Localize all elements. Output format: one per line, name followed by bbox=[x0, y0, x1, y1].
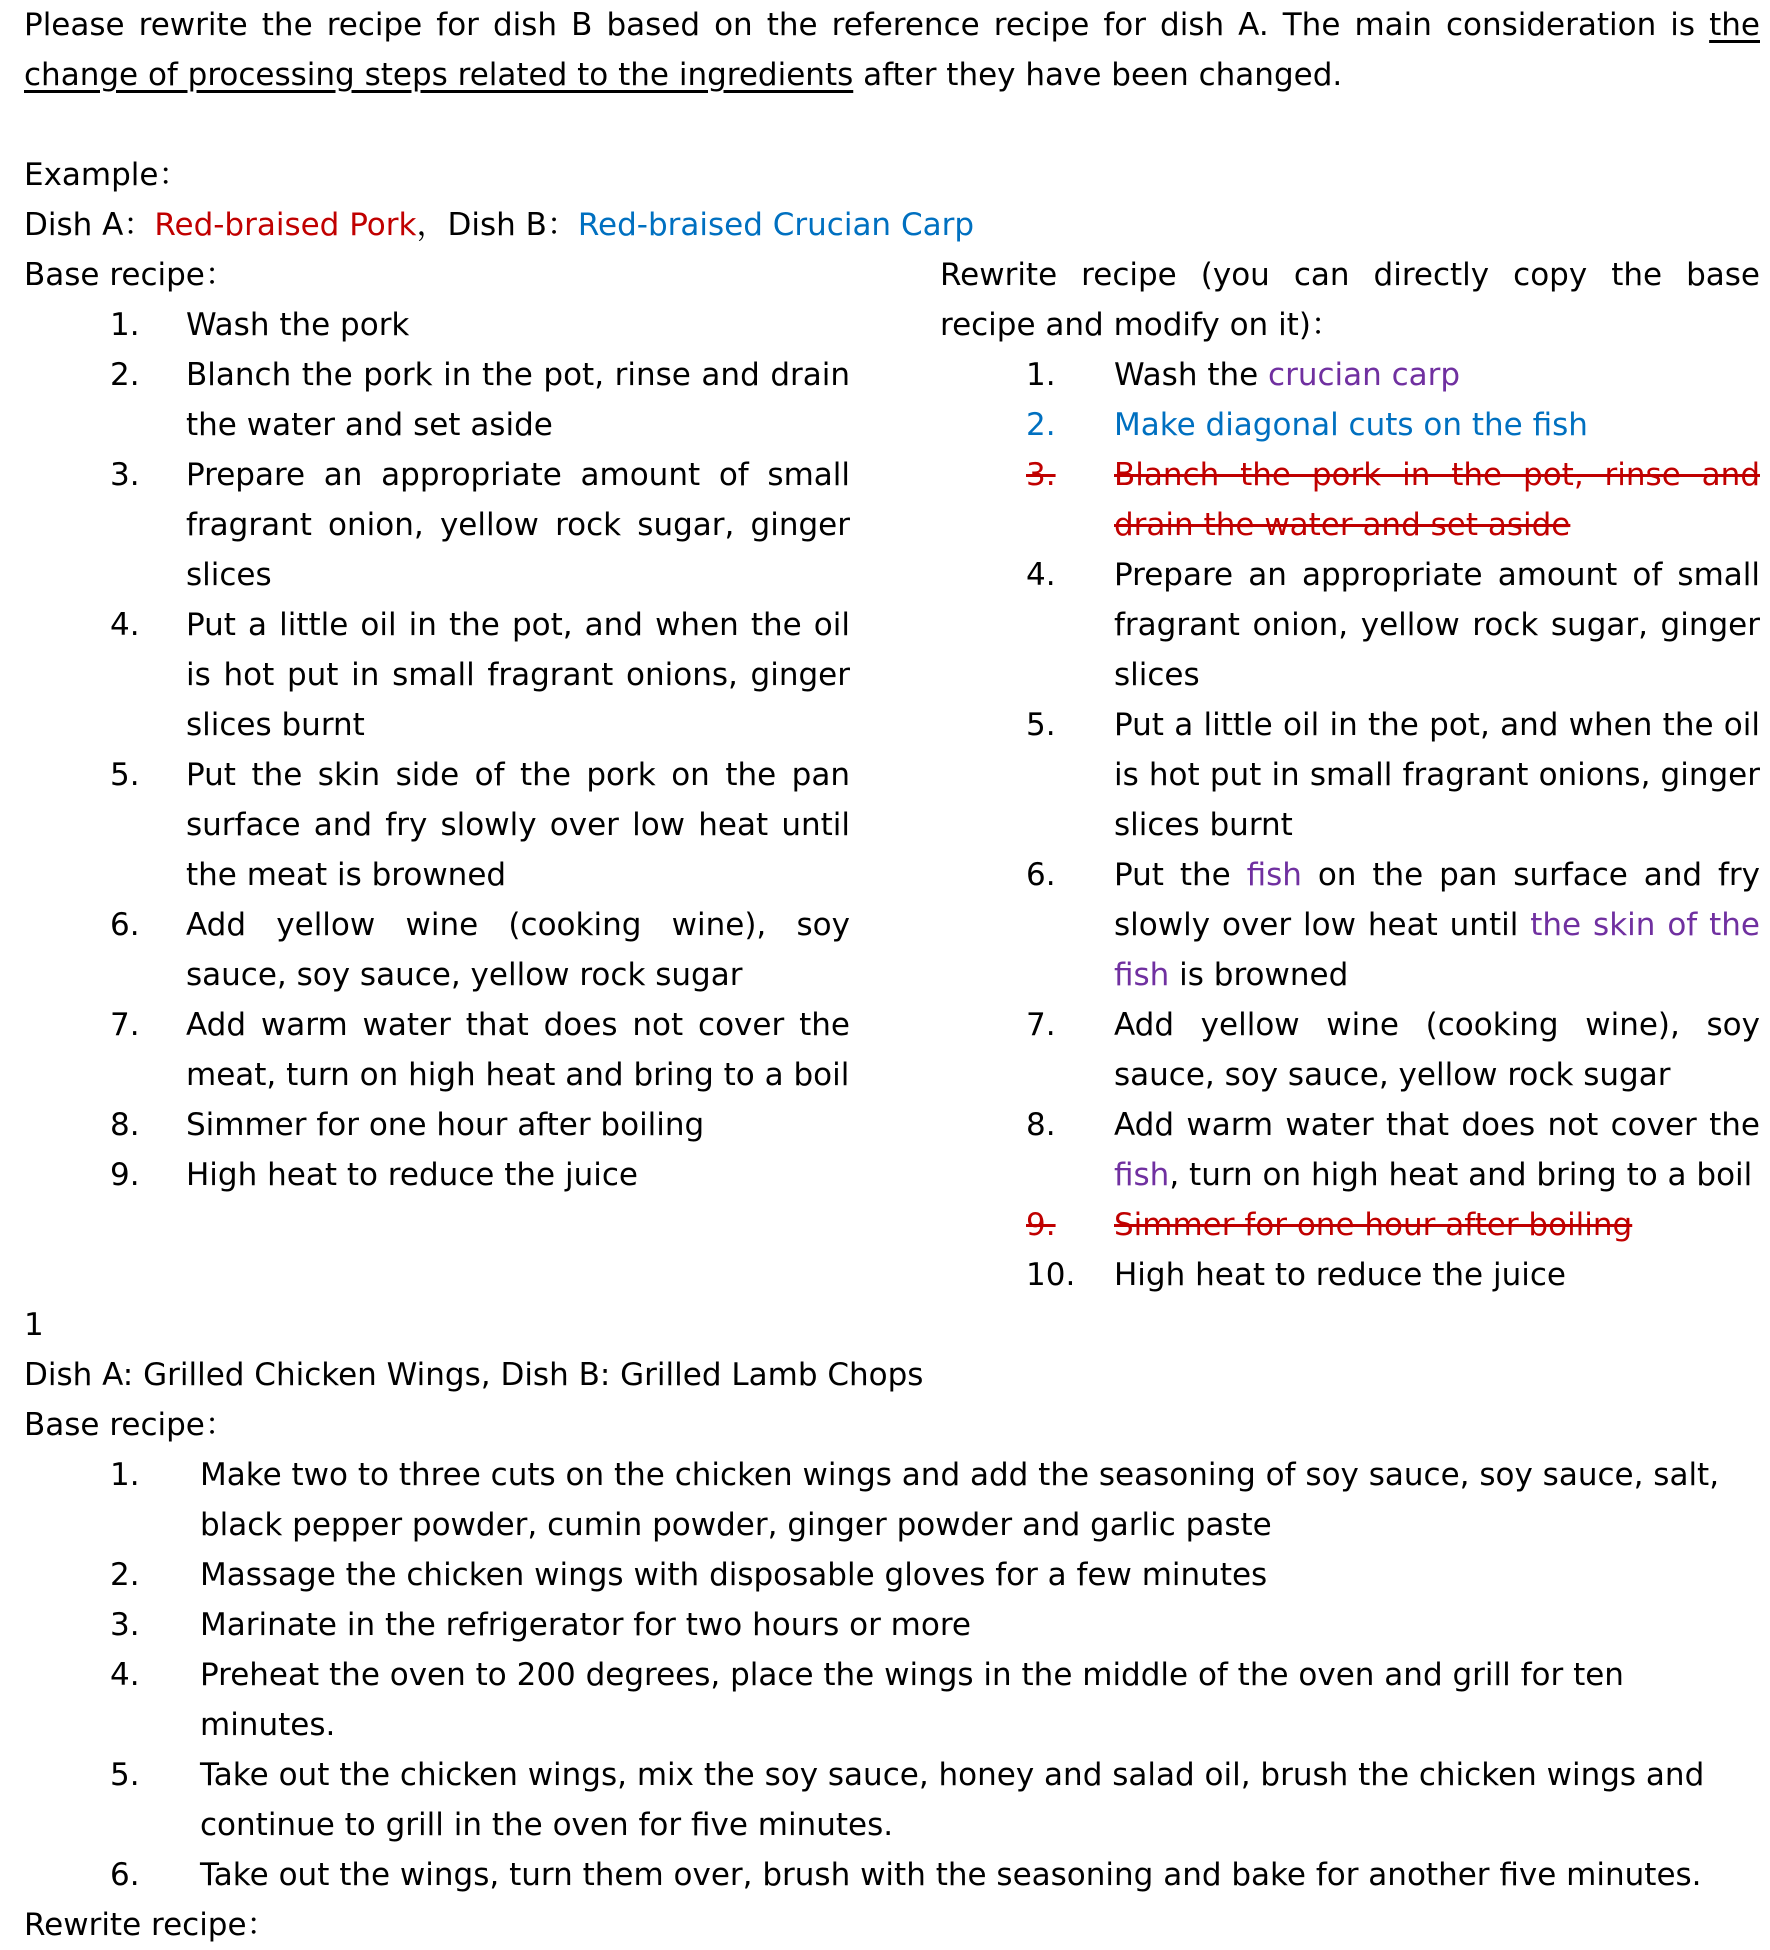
list-item: 3. Prepare an appropriate amount of small fragrant onion, yellow rock sugar, ginger slices bbox=[110, 457, 850, 593]
rewrite-recipe-label: Rewrite recipe (you can directly copy the base recipe and modify on it)： bbox=[940, 257, 1760, 343]
example-columns bbox=[24, 250, 1760, 1300]
list-item: 1. Wash the crucian carp bbox=[1026, 357, 1461, 393]
example-label: Example： bbox=[24, 157, 190, 193]
changed-ingredient: the skin of the fish bbox=[1114, 907, 1760, 993]
list-item: 7. Add yellow wine (cooking wine), soy sauce, soy sauce, yellow rock sugar bbox=[1026, 1007, 1760, 1093]
list-item: 1. Make two to three cuts on the chicken wings and add the seasoning of soy sauce, soy sauce, salt, black pepper powder, cumin powder, ginger powder and garlic paste bbox=[110, 1457, 1720, 1543]
rewrite-recipe-steps bbox=[940, 350, 1760, 1300]
deleted-step-number: 3. bbox=[1026, 457, 1056, 493]
list-item: 8. Simmer for one hour after boiling bbox=[110, 1107, 705, 1143]
underlined-key-phrase: the change of processing steps related to the ingredients bbox=[24, 7, 1760, 93]
list-item: 10. High heat to reduce the juice bbox=[1026, 1257, 1566, 1293]
task-rewrite-recipe-label: Rewrite recipe： bbox=[24, 1907, 278, 1943]
list-item: 5. Put the skin side of the pork on the pan surface and fry slowly over low heat until the meat is browned bbox=[110, 757, 850, 893]
deleted-step-number: 9. bbox=[1026, 1207, 1056, 1243]
list-item: 2. Make diagonal cuts on the fish bbox=[940, 400, 1760, 450]
dish-a-name: Red-braised Pork bbox=[154, 207, 417, 243]
list-item: 8. Add warm water that does not cover the fish, turn on high heat and bring to a boil bbox=[1026, 1107, 1760, 1193]
list-item bbox=[940, 1200, 1760, 1250]
list-item: 9. High heat to reduce the juice bbox=[110, 1157, 638, 1193]
list-item: 6. Add yellow wine (cooking wine), soy sauce, soy sauce, yellow rock sugar bbox=[110, 907, 850, 993]
list-item: 4. Preheat the oven to 200 degrees, place the wings in the middle of the oven and grill for ten minutes. bbox=[110, 1657, 1624, 1743]
changed-ingredient: crucian carp bbox=[1268, 357, 1461, 393]
deleted-step: Simmer for one hour after boiling bbox=[1114, 1207, 1633, 1243]
list-item: 6. Take out the wings, turn them over, brush with the seasoning and bake for another five minutes. bbox=[110, 1857, 1702, 1893]
list-item bbox=[940, 450, 1760, 550]
list-item: 1. Wash the pork bbox=[110, 307, 410, 343]
task-dishes: Dish A: Grilled Chicken Wings, Dish B: Grilled Lamb Chops bbox=[24, 1357, 924, 1393]
task-number: 1 bbox=[24, 1307, 44, 1343]
base-recipe-label: Base recipe： bbox=[24, 257, 236, 293]
changed-ingredient: fish bbox=[1246, 857, 1302, 893]
example-dishes: Dish A：Red-braised Pork，Dish B：Red-braised Crucian Carp bbox=[24, 207, 975, 243]
list-item: 5. Put a little oil in the pot, and when the oil is hot put in small fragrant onions, ginger slices burnt bbox=[1026, 707, 1760, 843]
added-step: Make diagonal cuts on the fish bbox=[1114, 407, 1588, 443]
list-item: 2. Massage the chicken wings with disposable gloves for a few minutes bbox=[110, 1557, 1268, 1593]
list-item: 4. Prepare an appropriate amount of small fragrant onion, yellow rock sugar, ginger slices bbox=[1026, 557, 1760, 693]
base-recipe-steps bbox=[24, 300, 850, 1200]
list-item: 5. Take out the chicken wings, mix the soy sauce, honey and salad oil, brush the chicken wings and continue to grill in the oven for five minutes. bbox=[110, 1757, 1705, 1843]
base-recipe-column bbox=[24, 250, 850, 1300]
list-item: 4. Put a little oil in the pot, and when the oil is hot put in small fragrant onions, ginger slices burnt bbox=[110, 607, 850, 743]
list-item: 3. Marinate in the refrigerator for two hours or more bbox=[110, 1607, 971, 1643]
list-item: 7. Add warm water that does not cover the meat, turn on high heat and bring to a boil bbox=[110, 1007, 850, 1093]
task-base-recipe-steps bbox=[24, 1450, 1760, 1900]
list-item: 2. Blanch the pork in the pot, rinse and drain the water and set aside bbox=[110, 357, 850, 443]
task-base-recipe-label: Base recipe： bbox=[24, 1407, 236, 1443]
dish-b-name: Red-braised Crucian Carp bbox=[577, 207, 975, 243]
instruction-paragraph: Please rewrite the recipe for dish B based on the reference recipe for dish A. The main consideration is the change of processing steps related to the ingredients after they have been changed. bbox=[24, 7, 1760, 93]
deleted-step: Blanch the pork in the pot, rinse and drain the water and set aside bbox=[1114, 457, 1760, 543]
spacer bbox=[24, 100, 1760, 150]
rewrite-recipe-column bbox=[940, 250, 1760, 1300]
document-page bbox=[24, 0, 1760, 1950]
list-item: 6. Put the fish on the pan surface and fry slowly over low heat until the skin of the fish is browned bbox=[1026, 857, 1760, 993]
changed-ingredient: fish bbox=[1114, 1157, 1170, 1193]
